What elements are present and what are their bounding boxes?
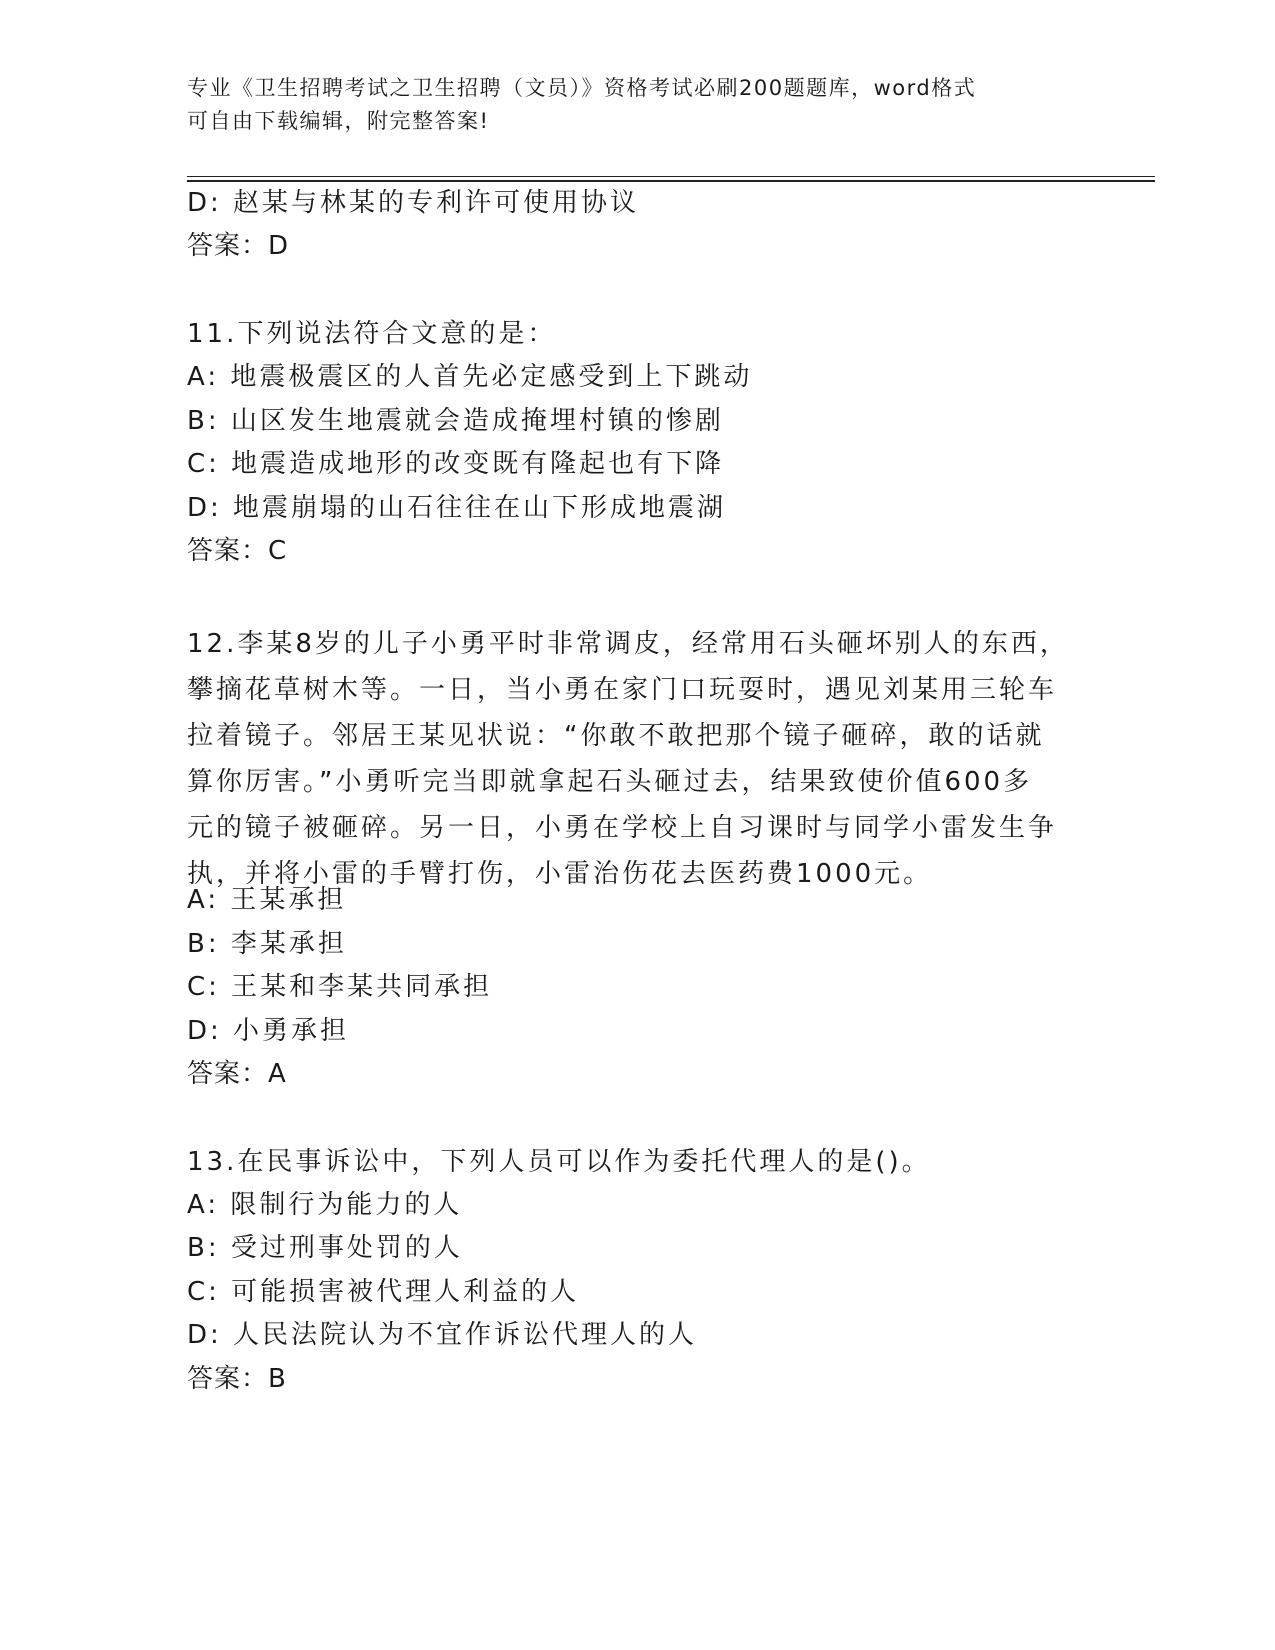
q12-stem-line: 攀摘花草树木等。一日，当小勇在家门口玩耍时，遇见刘某用三轮车 (187, 675, 1058, 705)
q13-option-a: A: 限制行为能力的人 (187, 1190, 463, 1220)
q12-stem-line: 元的镜子被砸碎。另一日，小勇在学校上自习课时与同学小雷发生争 (187, 813, 1058, 843)
q12-stem-line: 12.李某8岁的儿子小勇平时非常调皮，经常用石头砸坏别人的东西， (187, 629, 1069, 659)
header-divider (187, 176, 1155, 182)
header-title-line-2: 可自由下载编辑，附完整答案! (187, 109, 490, 133)
q12-option-a: A: 王某承担 (187, 885, 347, 915)
q12-stem (187, 621, 1069, 897)
q12-answer: 答案：A (187, 1059, 287, 1089)
q12-option-c: C: 王某和李某共同承担 (187, 972, 493, 1002)
q13-option-d: D: 人民法院认为不宜作诉讼代理人的人 (187, 1320, 698, 1350)
q12-option-d: D: 小勇承担 (187, 1016, 350, 1046)
q10-answer: 答案：D (187, 231, 290, 261)
q13-answer: 答案：B (187, 1364, 287, 1394)
q13-stem: 13.在民事诉讼中，下列人员可以作为委托代理人的是()。 (187, 1147, 931, 1177)
q13-option-c: C: 可能损害被代理人利益的人 (187, 1277, 580, 1307)
q11-stem: 11.下列说法符合文意的是： (187, 319, 557, 349)
q11-answer: 答案：C (187, 536, 288, 566)
page-header (187, 72, 1087, 138)
q11-option-a: A: 地震极震区的人首先必定感受到上下跳动 (187, 362, 753, 392)
q12-option-b: B: 李某承担 (187, 929, 347, 959)
q11-option-b: B: 山区发生地震就会造成掩埋村镇的惨剧 (187, 406, 724, 436)
q10-option-d: D: 赵某与林某的专利许可使用协议 (187, 188, 640, 218)
q12-stem-line: 拉着镜子。邻居王某见状说：“你敢不敢把那个镜子砸碎，敢的话就 (187, 721, 1045, 751)
q12-stem-line: 执，并将小雷的手臂打伤，小雷治伤花去医药费1000元。 (187, 859, 933, 889)
q11-option-d: D: 地震崩塌的山石往往在山下形成地震湖 (187, 493, 727, 523)
header-title-line-1: 专业《卫生招聘考试之卫生招聘（文员）》资格考试必刷200题题库，word格式 (187, 76, 977, 100)
q13-option-b: B: 受过刑事处罚的人 (187, 1233, 463, 1263)
q11-option-c: C: 地震造成地形的改变既有隆起也有下降 (187, 449, 725, 479)
q12-stem-line: 算你厉害。”小勇听完当即就拿起石头砸过去，结果致使价值600多 (187, 767, 1033, 797)
